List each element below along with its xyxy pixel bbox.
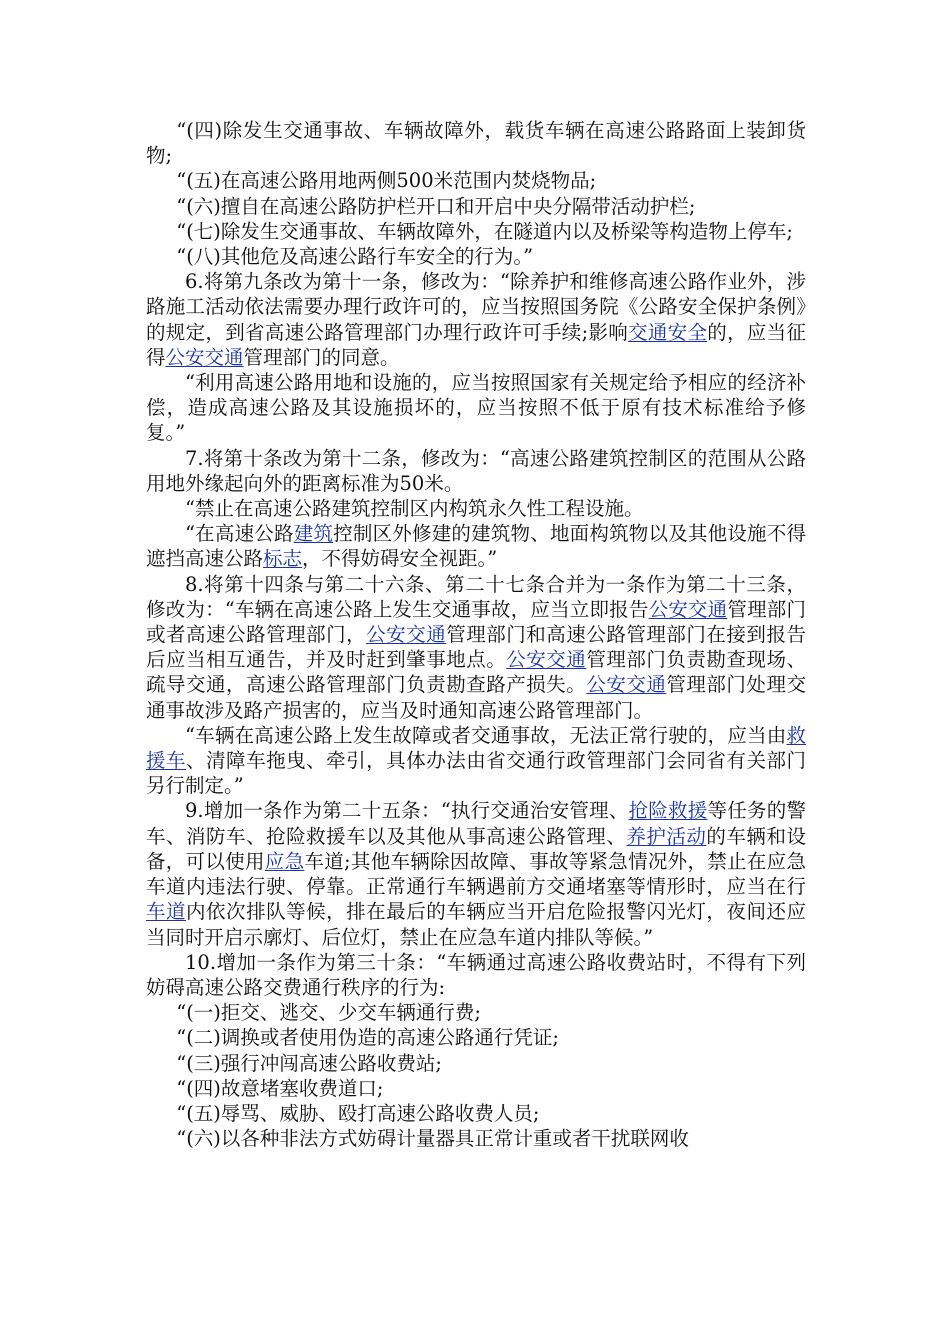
text-run: 车道;其他车辆除因故障、事故等紧急情况外，禁止在应急车道内违法行驶、停靠。正常通行车辆遇前方交通堵塞等情形时，应当在行: [146, 849, 806, 899]
inline-link[interactable]: 交通安全: [628, 320, 708, 344]
text-run: ，不得妨碍安全视距。”: [302, 547, 498, 571]
document-body: [146, 118, 806, 1151]
paragraph-p19: [146, 1101, 806, 1126]
paragraph-p15: [146, 1000, 806, 1025]
text-run: 10.增加一条作为第三十条：“车辆通过高速公路收费站时，不得有下列妨碍高速公路交费通行秩序的行为:: [146, 950, 806, 999]
paragraph-p3: [146, 194, 806, 219]
text-run: “禁止在高速公路建筑控制区内构筑永久性工程设施。: [185, 497, 644, 521]
text-run: 的，应当征得: [146, 320, 806, 369]
paragraph-p7: [146, 370, 806, 446]
inline-link[interactable]: 公安交通: [648, 597, 728, 621]
paragraph-p12: [146, 723, 806, 799]
inline-link[interactable]: 公安交通: [506, 648, 587, 672]
inline-link[interactable]: 抢险救援: [628, 799, 708, 823]
text-run: “(二)调换或者使用伪造的高速公路通行凭证;: [176, 1026, 559, 1050]
inline-link[interactable]: 标志: [263, 547, 303, 571]
inline-link[interactable]: 车道: [146, 900, 187, 924]
text-run: 8.将第十四条与第二十六条、第二十七条合并为一条作为第二十三条，修改为：“车辆在高速公路上发生交通事故，应当立即报告: [146, 572, 806, 621]
inline-link[interactable]: 建筑: [293, 522, 334, 546]
paragraph-p14: [146, 950, 806, 1000]
text-run: “(七)除发生交通事故、车辆故障外，在隧道内以及桥梁等构造物上停车;: [176, 219, 793, 243]
text-run: 管理部门和高速公路管理部门在接到报告后应当相互通告，并及时赶到肇事地点。: [146, 623, 806, 672]
text-run: “(六)以各种非法方式妨碍计量器具正常计重或者干扰联网收: [176, 1127, 689, 1151]
paragraph-p16: [146, 1025, 806, 1050]
inline-link[interactable]: 救援车: [146, 723, 806, 773]
text-run: 管理部门处理交通事故涉及路产损害的，应当及时通知高速公路管理部门。: [146, 673, 806, 722]
text-run: 管理部门或者高速公路管理部门，: [146, 597, 806, 647]
text-run: 管理部门负责勘查现场、疏导交通，高速公路管理部门负责勘查路产损失。: [146, 648, 806, 697]
text-run: “(八)其他危及高速公路行车安全的行为。”: [176, 245, 534, 269]
paragraph-p1: [146, 118, 806, 168]
text-run: “(六)擅自在高速公路防护栏开口和开启中央分隔带活动护栏;: [176, 194, 696, 218]
inline-link[interactable]: 应急: [264, 849, 305, 873]
paragraph-p10: [146, 521, 806, 571]
text-run: “(一)拒交、逃交、少交车辆通行费;: [176, 1001, 481, 1025]
text-run: 9.增加一条作为第二十五条：“执行交通治安管理、: [185, 799, 629, 823]
paragraph-p5: [146, 244, 806, 269]
paragraph-p13: [146, 798, 806, 949]
paragraph-p8: [146, 446, 806, 496]
paragraph-p4: [146, 219, 806, 244]
paragraph-p6: [146, 269, 806, 370]
text-run: 控制区外修建的建筑物、地面构筑物以及其他设施不得遮挡高速公路: [146, 522, 806, 571]
paragraph-p17: [146, 1051, 806, 1076]
paragraph-p18: [146, 1076, 806, 1101]
text-run: 7.将第十条改为第十二条，修改为：“高速公路建筑控制区的范围从公路用地外缘起向外的距离标准为50米。: [146, 446, 806, 495]
paragraph-p11: [146, 572, 806, 723]
inline-link[interactable]: 养护活动: [626, 824, 707, 848]
text-run: “(五)在高速公路用地两侧500米范围内焚烧物品;: [176, 169, 597, 193]
text-run: “利用高速公路用地和设施的，应当按照国家有关规定给予相应的经济补偿，造成高速公路及其设施损坏的，应当按照不低于原有技术标准给予修复。”: [146, 371, 806, 445]
text-run: “(三)强行冲闯高速公路收费站;: [176, 1051, 442, 1075]
text-run: 、清障车拖曳、牵引，具体办法由省交通行政管理部门会同省有关部门另行制定。”: [146, 749, 806, 798]
text-run: 管理部门的同意。: [243, 345, 400, 369]
inline-link[interactable]: 公安交通: [586, 673, 667, 697]
text-run: “在高速公路: [185, 522, 294, 546]
paragraph-p20: [146, 1126, 806, 1151]
text-run: 的车辆和设备，可以使用: [146, 824, 806, 873]
text-run: “车辆在高速公路上发生故障或者交通事故，无法正常行驶的，应当由: [185, 723, 787, 747]
text-run: “(四)除发生交通事故、车辆故障外，载货车辆在高速公路路面上装卸货物;: [146, 119, 806, 168]
inline-link[interactable]: 公安交通: [366, 623, 447, 647]
text-run: “(五)辱骂、威胁、殴打高速公路收费人员;: [176, 1101, 540, 1125]
paragraph-p2: [146, 168, 806, 193]
inline-link[interactable]: 公安交通: [165, 345, 244, 369]
text-run: “(四)故意堵塞收费道口;: [176, 1076, 384, 1100]
text-run: 6.将第九条改为第十一条，修改为：“除养护和维修高速公路作业外，涉路施工活动依法需要办理行政许可的，应当按照国务院《公路安全保护条例》的规定，到省高速公路管理部门办理行政许可手续;影响: [146, 270, 806, 344]
paragraph-p9: [146, 496, 806, 521]
text-run: 内依次排队等候，排在最后的车辆应当开启危险报警闪光灯，夜间还应当同时开启示廓灯、后位灯，禁止在应急车道内排队等候。”: [146, 900, 806, 949]
text-run: 等任务的警车、消防车、抢险救援车以及其他从事高速公路管理、: [146, 799, 806, 848]
